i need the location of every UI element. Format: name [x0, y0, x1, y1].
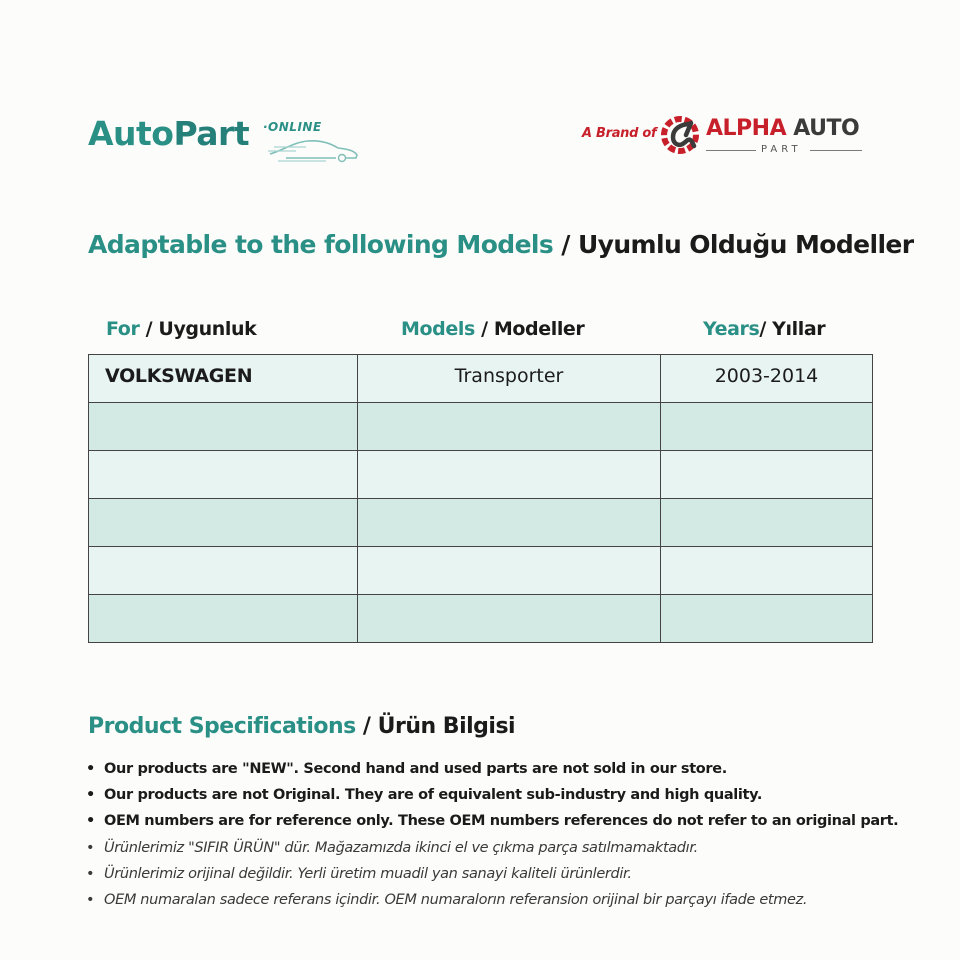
- alpha-part-subline: [706, 144, 862, 158]
- column-header-en: For: [106, 318, 140, 340]
- spec-heading: [88, 714, 515, 739]
- bullet: •: [86, 892, 95, 909]
- brand-of-tagline: A Brand of: [582, 126, 657, 141]
- column-header-models: [401, 318, 584, 340]
- cell-text: [358, 499, 660, 509]
- list-item: [86, 782, 906, 808]
- table-row: [89, 403, 873, 451]
- spec-text: OEM numbers are for reference only. These OEM numbers references do not refer to an original part.: [104, 813, 899, 830]
- heading-separator: /: [355, 714, 378, 739]
- cell-text: [105, 451, 357, 461]
- cell-text: Transporter: [454, 365, 564, 387]
- table-cell-make: [89, 451, 358, 499]
- table-cell-years: [661, 595, 873, 643]
- table-cell-years: [661, 499, 873, 547]
- models-heading-en: Adaptable to the following Models: [88, 230, 554, 259]
- table-cell-make: [89, 595, 358, 643]
- cell-text: [661, 403, 872, 413]
- cell-text: [358, 547, 660, 557]
- table-cell-years: [661, 451, 873, 499]
- models-heading: [88, 230, 914, 259]
- cell-text: [661, 451, 872, 461]
- table-row: [89, 451, 873, 499]
- cell-text: 2003-2014: [714, 365, 819, 387]
- cell-text: [105, 595, 357, 605]
- table-cell-make: [89, 499, 358, 547]
- column-header-sep: /: [139, 318, 159, 340]
- table-cell-model: [358, 595, 661, 643]
- divider-line: [810, 150, 862, 151]
- cell-text: [661, 595, 872, 605]
- table-cell-model: [358, 499, 661, 547]
- table-row: [89, 499, 873, 547]
- cell-text: [661, 547, 872, 557]
- table-cell-model: [358, 355, 661, 403]
- table-cell-years: [661, 547, 873, 595]
- spec-heading-en: Product Specifications: [88, 714, 356, 739]
- spec-text: Ürünlerimiz "SIFIR ÜRÜN" dür. Mağazamızda ikinci el ve çıkma parça satılmamaktadır.: [104, 839, 698, 856]
- table-cell-years: [661, 355, 873, 403]
- table-cell-years: [661, 403, 873, 451]
- spec-text: Our products are "NEW". Second hand and used parts are not sold in our store.: [104, 761, 727, 777]
- cell-text: [105, 403, 357, 413]
- spec-text: Our products are not Original. They are of equivalent sub-industry and high quality.: [104, 787, 763, 804]
- autopart-wordmark: [88, 112, 249, 156]
- cell-text: [358, 451, 660, 461]
- table-cell-make: [89, 403, 358, 451]
- bullet: •: [86, 839, 95, 856]
- car-outline-icon: [266, 134, 361, 164]
- table-cell-model: [358, 547, 661, 595]
- alpha-gear-emblem-icon: [660, 112, 704, 158]
- compatibility-table: [88, 354, 873, 643]
- column-header-sep: /: [759, 318, 773, 340]
- column-header-tr: Modeller: [493, 318, 585, 340]
- wordmark-auto: AUTO: [786, 116, 860, 141]
- cell-text: [105, 499, 357, 509]
- bullet: •: [86, 787, 95, 804]
- column-header-tr: Yıllar: [772, 318, 826, 340]
- alpha-auto-part-logo: [580, 110, 880, 162]
- list-item: [86, 808, 906, 834]
- cell-text: [661, 499, 872, 509]
- table-cell-model: [358, 451, 661, 499]
- logo-online-suffix: ·ONLINE: [263, 120, 322, 134]
- table-row: [89, 595, 873, 643]
- autopart-online-logo: [88, 112, 378, 172]
- spec-text: OEM numaralan sadece referans içindir. OEM numaralorın referansion orijinal bir parçayı ifade etmez.: [104, 892, 808, 909]
- column-header-tr: Uygunluk: [158, 318, 257, 340]
- column-header-sep: /: [474, 318, 494, 340]
- wordmark-alpha: ALPHA: [706, 116, 787, 141]
- table-row: [89, 355, 873, 403]
- table-cell-make: [89, 547, 358, 595]
- spec-text: Ürünlerimiz orijinal değildir. Yerli üretim muadil yan sanayi kaliteli ürünlerdir.: [104, 865, 632, 882]
- spec-heading-tr: Ürün Bilgisi: [377, 714, 516, 739]
- models-heading-tr: Uyumlu Olduğu Modeller: [577, 230, 914, 259]
- column-header-en: Years: [703, 318, 760, 340]
- bullet: •: [86, 865, 95, 882]
- column-header-en: Models: [401, 318, 475, 340]
- alpha-auto-wordmark: [706, 116, 859, 141]
- column-header-years: [703, 318, 825, 340]
- list-item: [86, 756, 906, 782]
- table-row: [89, 547, 873, 595]
- part-label: PART: [761, 144, 802, 155]
- table-column-headers: [88, 318, 873, 346]
- divider-line: [706, 150, 756, 151]
- table-cell-make: [89, 355, 358, 403]
- logo-word-part: Part: [173, 114, 250, 153]
- cell-text: [358, 595, 660, 605]
- cell-text: [358, 403, 660, 413]
- cell-text: VOLKSWAGEN: [105, 365, 253, 387]
- logo-word-auto: Auto: [88, 114, 174, 153]
- spec-list: [86, 756, 906, 913]
- column-header-for: [106, 318, 256, 340]
- heading-separator: /: [553, 230, 578, 259]
- bullet: •: [86, 761, 95, 777]
- list-item: [86, 835, 906, 861]
- bullet: •: [86, 813, 95, 830]
- table-cell-model: [358, 403, 661, 451]
- list-item: [86, 861, 906, 887]
- list-item: [86, 887, 906, 913]
- cell-text: [105, 547, 357, 557]
